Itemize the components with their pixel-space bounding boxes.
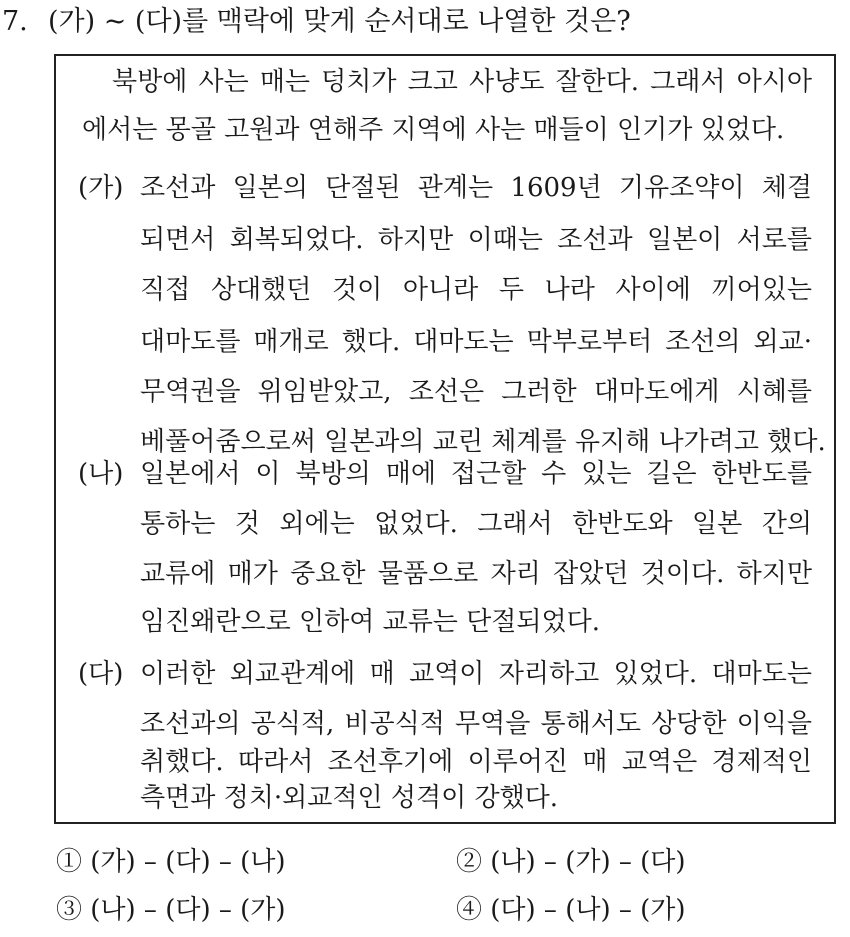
paragraph-label-na: (나) — [78, 459, 124, 489]
paragraph-na-line: 임진왜란으로 인하여 교류는 단절되었다. — [140, 607, 601, 637]
choice-4[interactable]: ④ (다) – (나) – (가) — [456, 895, 686, 925]
question-number: 7. — [2, 6, 28, 37]
passage-box — [54, 54, 836, 824]
paragraph-na-line: 교류에 매가 중요한 물품으로 자리 잡았던 것이다. 하지만 — [140, 559, 812, 589]
paragraph-ga-line: 되면서 회복되었다. 하지만 이때는 조선과 일본이 서로를 — [140, 225, 812, 255]
paragraph-label-ga: (가) — [78, 173, 124, 203]
paragraph-ga-line: 조선과 일본의 단절된 관계는 1609년 기유조약이 체결 — [140, 173, 812, 203]
question-text: (가) ~ (다)를 맥락에 맞게 순서대로 나열한 것은? — [48, 6, 631, 37]
paragraph-ga-line: 무역권을 위임받았고, 조선은 그러한 대마도에게 시혜를 — [140, 377, 812, 407]
paragraph-ga-line: 베풀어줌으로써 일본과의 교린 체계를 유지해 나가려고 했다. — [140, 427, 826, 457]
paragraph-label-da: (다) — [78, 659, 124, 689]
paragraph-da-line: 취했다. 따라서 조선후기에 이루어진 매 교역은 경제적인 — [140, 747, 812, 777]
paragraph-ga-line: 직접 상대했던 것이 아니라 두 나라 사이에 끼어있는 — [140, 275, 812, 305]
paragraph-ga-line: 대마도를 매개로 했다. 대마도는 막부로부터 조선의 외교· — [140, 327, 812, 357]
choice-2[interactable]: ② (나) – (가) – (다) — [456, 847, 686, 877]
paragraph-da-line: 조선과의 공식적, 비공식적 무역을 통해서도 상당한 이익을 — [140, 709, 812, 739]
intro-line: 에서는 몽골 고원과 연해주 지역에 사는 매들이 인기가 있었다. — [82, 115, 785, 145]
choice-1[interactable]: ① (가) – (다) – (나) — [56, 847, 286, 877]
paragraph-na-line: 통하는 것 외에는 없었다. 그래서 한반도와 일본 간의 — [140, 509, 812, 539]
paragraph-na-line: 일본에서 이 북방의 매에 접근할 수 있는 길은 한반도를 — [140, 459, 812, 489]
question-heading — [0, 2, 850, 42]
choice-3[interactable]: ③ (나) – (다) – (가) — [56, 895, 286, 925]
paragraph-da-line: 측면과 정치·외교적인 성격이 강했다. — [140, 783, 559, 813]
paragraph-da-line: 이러한 외교관계에 매 교역이 자리하고 있었다. 대마도는 — [140, 659, 812, 689]
intro-line: 북방에 사는 매는 덩치가 크고 사냥도 잘한다. 그래서 아시아 — [112, 67, 812, 97]
